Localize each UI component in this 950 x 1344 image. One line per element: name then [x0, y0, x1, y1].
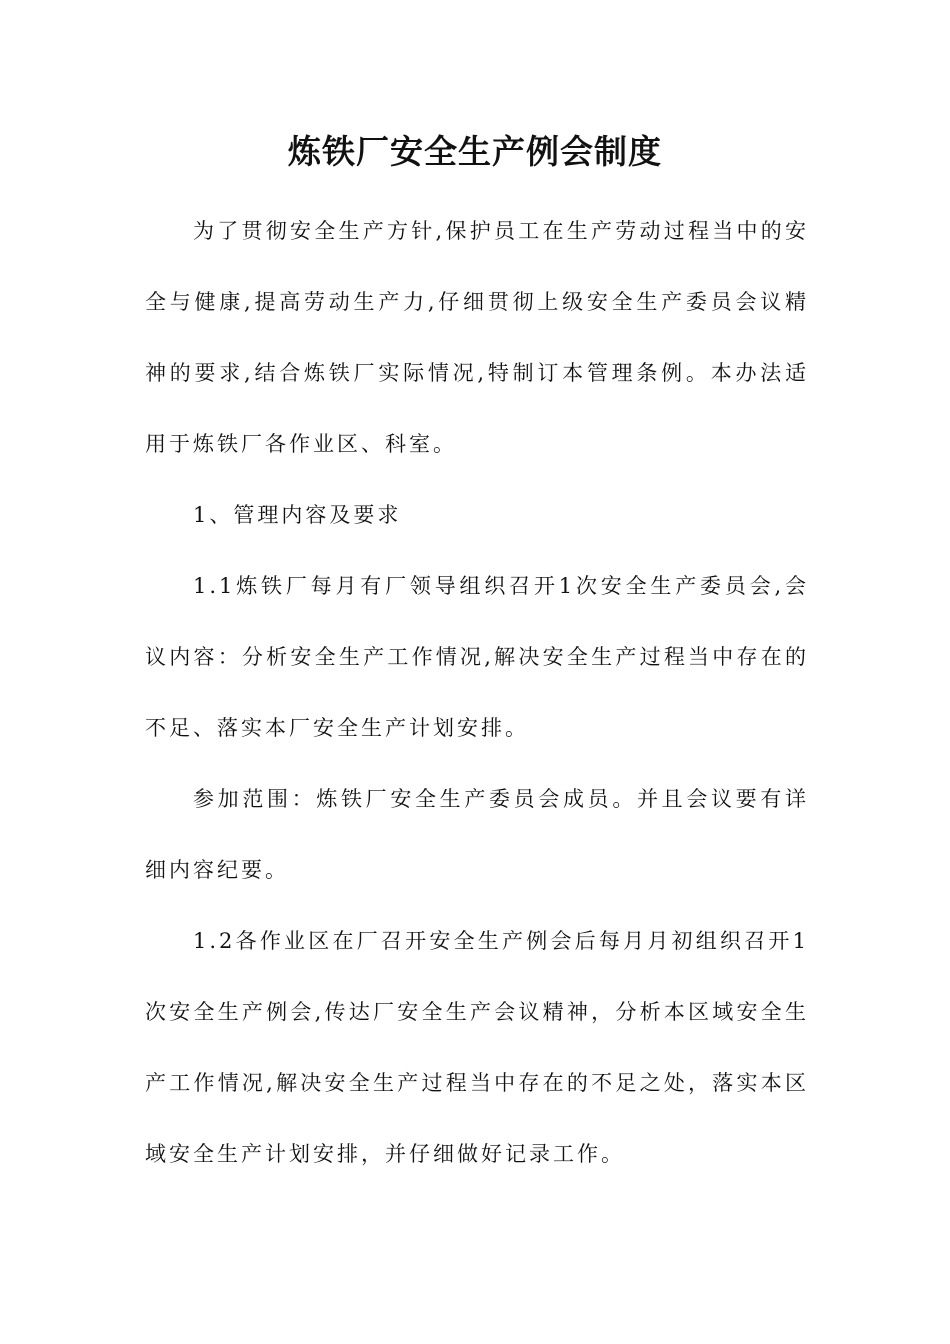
paragraph-section-heading: 1、管理内容及要求 — [193, 503, 402, 527]
document-body — [145, 196, 809, 1190]
document-title: 炼铁厂安全生产例会制度 — [288, 132, 662, 171]
paragraph-intro: 为了贯彻安全生产方针,保护员工在生产劳动过程当中的安全与健康,提高劳动生产力,仔细贯彻上级安全生产委员会议精神的要求,结合炼铁厂实际情况,特制订本管理条例。本办法适用于炼铁厂各作业区、科室。 — [145, 219, 809, 456]
paragraph-clause-1-1: 1.1炼铁厂每月有厂领导组织召开1次安全生产委员会,会议内容：分析安全生产工作情况,解决安全生产过程当中存在的不足、落实本厂安全生产计划安排。 — [145, 574, 809, 740]
paragraph-clause-1-2: 1.2各作业区在厂召开安全生产例会后每月月初组织召开1次安全生产例会,传达厂安全生产会议精神，分析本区域安全生产工作情况,解决安全生产过程当中存在的不足之处，落实本区域安全生产计划安排，并仔细做好记录工作。 — [145, 929, 809, 1166]
paragraph-scope: 参加范围：炼铁厂安全生产委员会成员。并且会议要有详细内容纪要。 — [145, 787, 809, 882]
